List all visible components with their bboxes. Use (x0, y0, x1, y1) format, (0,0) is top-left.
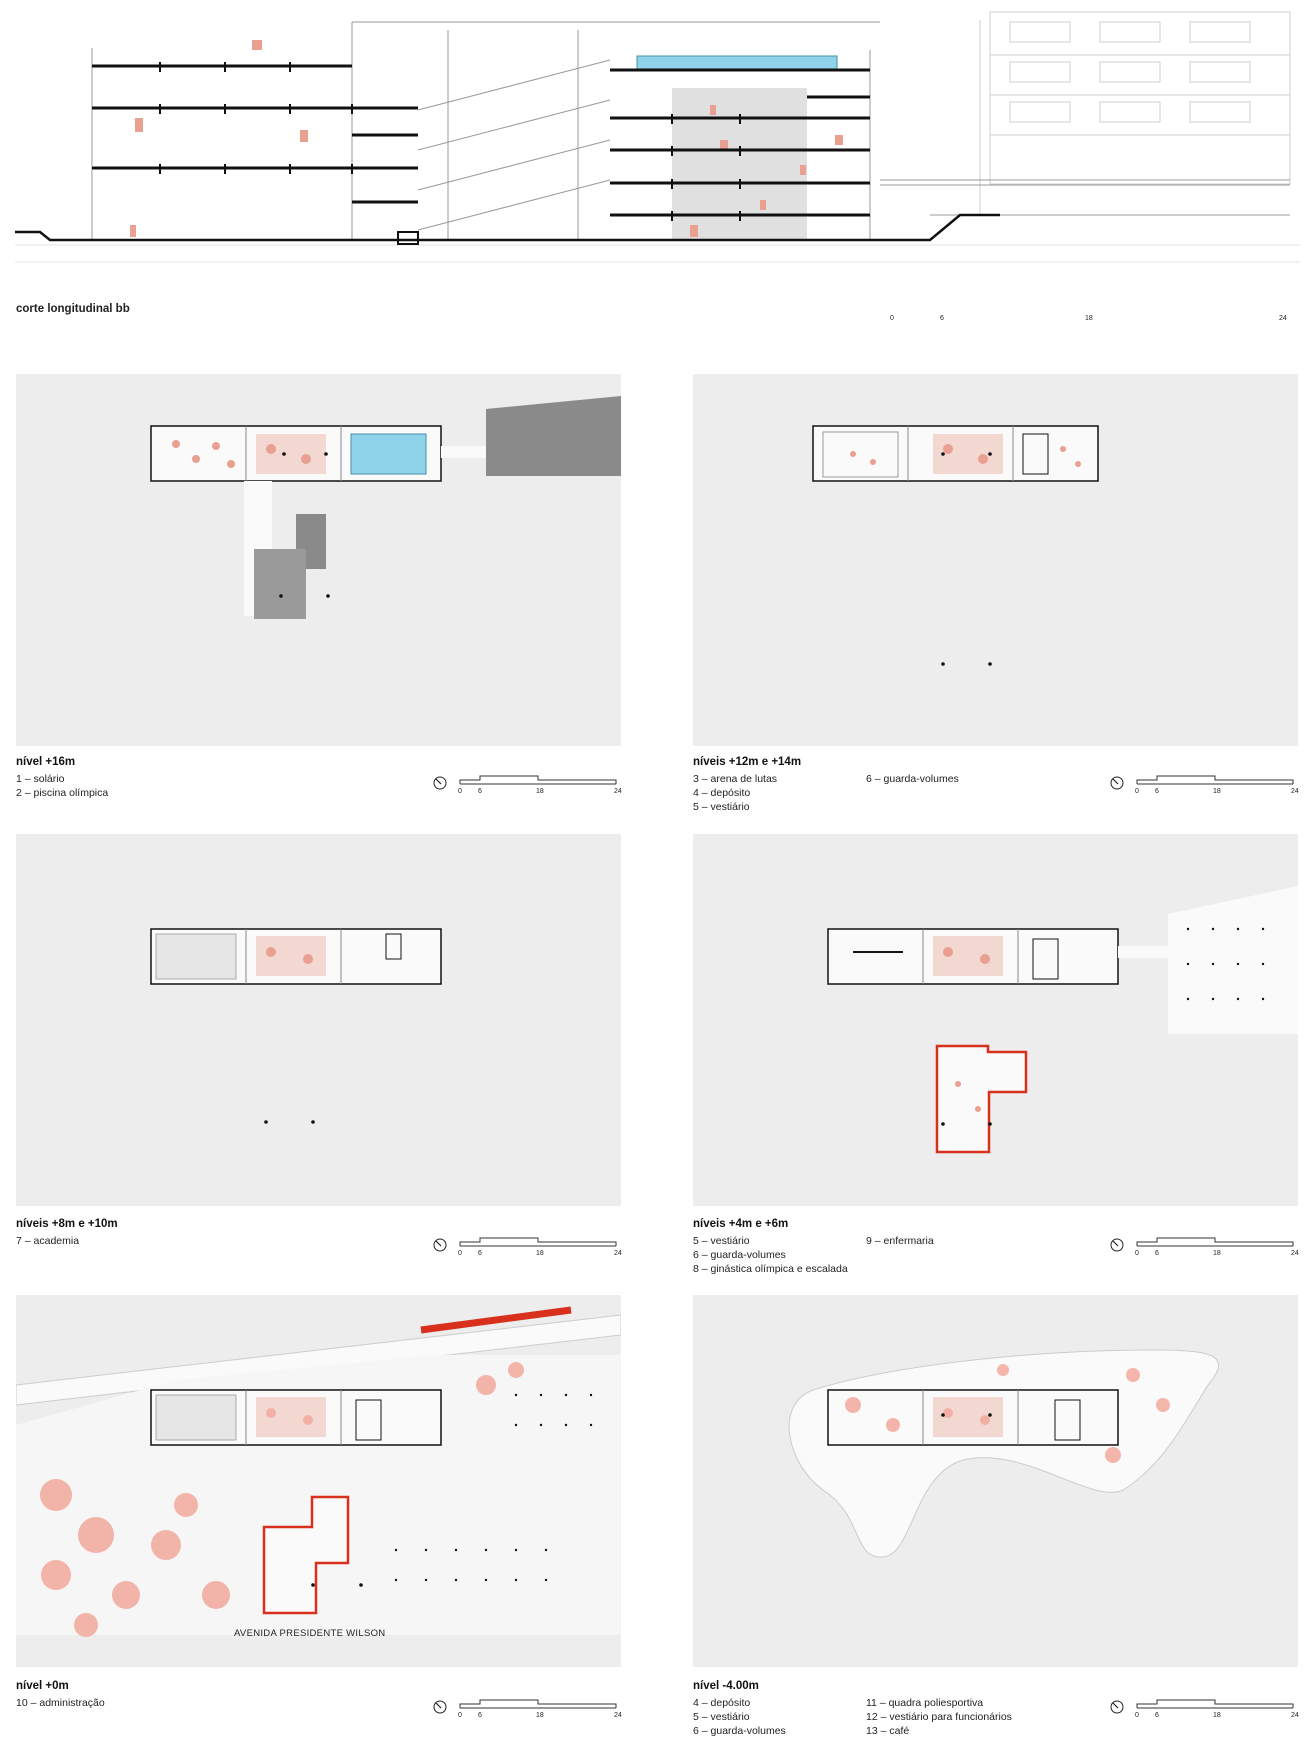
north-arrow-icon (433, 776, 447, 790)
scale-bar (1135, 772, 1300, 794)
legend-item: 10 – administração (16, 1697, 105, 1709)
section-scale-18: 18 (1085, 315, 1093, 322)
scale-label: 6 (1155, 1712, 1159, 1718)
scale-label: 24 (614, 1250, 622, 1256)
section-scale-24: 24 (1279, 315, 1287, 322)
scale-label: 18 (1213, 788, 1221, 794)
north-arrow-icon (1110, 1238, 1124, 1252)
scale-bar (458, 1696, 623, 1718)
north-arrow-icon (433, 1238, 447, 1252)
legend-levels-12-14-col2 (866, 772, 959, 786)
plan-levels-12-14 (693, 374, 1298, 746)
legend-levels-4-6-col1 (693, 1234, 848, 1276)
scale-bar (1135, 1696, 1300, 1718)
scale-label: 24 (1291, 1712, 1299, 1718)
scale-label: 0 (458, 1250, 462, 1256)
legend-item: 7 – academia (16, 1235, 80, 1247)
legend-item: 11 – quadra poliesportiva (866, 1697, 984, 1709)
legend-item: 5 – vestiário (693, 1711, 750, 1723)
scale-label: 0 (1135, 788, 1139, 794)
panel-title-levels-4-6: níveis +4m e +6m (693, 1218, 789, 1230)
scale-label: 0 (1135, 1250, 1139, 1256)
panel-title-level-16: nível +16m (16, 756, 76, 768)
legend-level-minus-4-col2 (866, 1696, 1012, 1738)
legend-item: 2 – piscina olímpica (16, 787, 109, 799)
scale-bar (1135, 1234, 1300, 1256)
legend-item: 13 – café (866, 1725, 910, 1737)
plan-levels-4-6 (693, 834, 1298, 1206)
scale-label: 6 (478, 1250, 482, 1256)
legend-item: 8 – ginástica olímpica e escalada (693, 1263, 848, 1275)
legend-level-minus-4-col1 (693, 1696, 786, 1738)
panel-title-levels-8-10: níveis +8m e +10m (16, 1218, 118, 1230)
plan-level-16 (16, 374, 621, 746)
scale-label: 24 (614, 788, 622, 794)
section-scale-0: 0 (890, 315, 894, 322)
legend-item: 12 – vestiário para funcionários (866, 1711, 1012, 1723)
scale-label: 18 (536, 1712, 544, 1718)
legend-item: 1 – solário (16, 773, 65, 785)
plan-levels-8-10 (16, 834, 621, 1206)
legend-level-16 (16, 772, 108, 800)
legend-item: 6 – guarda-volumes (693, 1725, 786, 1737)
street-label: AVENIDA PRESIDENTE WILSON (234, 1628, 386, 1639)
legend-levels-8-10 (16, 1234, 79, 1248)
scale-label: 0 (1135, 1712, 1139, 1718)
plan-level-0 (16, 1295, 621, 1667)
scale-bar (458, 1234, 623, 1256)
scale-label: 0 (458, 788, 462, 794)
section-title: corte longitudinal bb (16, 303, 130, 315)
scale-label: 6 (478, 1712, 482, 1718)
panel-title-level-minus-4: nível -4.00m (693, 1680, 759, 1692)
legend-item: 6 – guarda-volumes (693, 1249, 786, 1261)
section-scale-6: 6 (940, 315, 944, 322)
scale-label: 6 (1155, 788, 1159, 794)
longitudinal-section (0, 0, 1310, 290)
panel-title-level-0: nível +0m (16, 1680, 69, 1692)
north-arrow-icon (1110, 776, 1124, 790)
scale-label: 24 (614, 1712, 622, 1718)
legend-item: 4 – depósito (693, 1697, 751, 1709)
section-drawing (0, 0, 1310, 290)
scale-bar (458, 772, 623, 794)
legend-item: 3 – arena de lutas (693, 773, 778, 785)
legend-item: 6 – guarda-volumes (866, 773, 959, 785)
scale-label: 18 (1213, 1712, 1221, 1718)
panel-title-levels-12-14: níveis +12m e +14m (693, 756, 802, 768)
legend-level-0 (16, 1696, 105, 1710)
legend-levels-4-6-col2 (866, 1234, 934, 1248)
legend-item: 9 – enfermaria (866, 1235, 934, 1247)
scale-label: 6 (1155, 1250, 1159, 1256)
scale-label: 0 (458, 1712, 462, 1718)
legend-item: 4 – depósito (693, 787, 751, 799)
scale-label: 24 (1291, 1250, 1299, 1256)
north-arrow-icon (433, 1700, 447, 1714)
scale-label: 18 (536, 788, 544, 794)
scale-label: 24 (1291, 788, 1299, 794)
scale-label: 6 (478, 788, 482, 794)
legend-levels-12-14-col1 (693, 772, 777, 814)
legend-item: 5 – vestiário (693, 1235, 750, 1247)
legend-item: 5 – vestiário (693, 801, 750, 813)
scale-label: 18 (1213, 1250, 1221, 1256)
plan-level-minus-4 (693, 1295, 1298, 1667)
north-arrow-icon (1110, 1700, 1124, 1714)
scale-label: 18 (536, 1250, 544, 1256)
